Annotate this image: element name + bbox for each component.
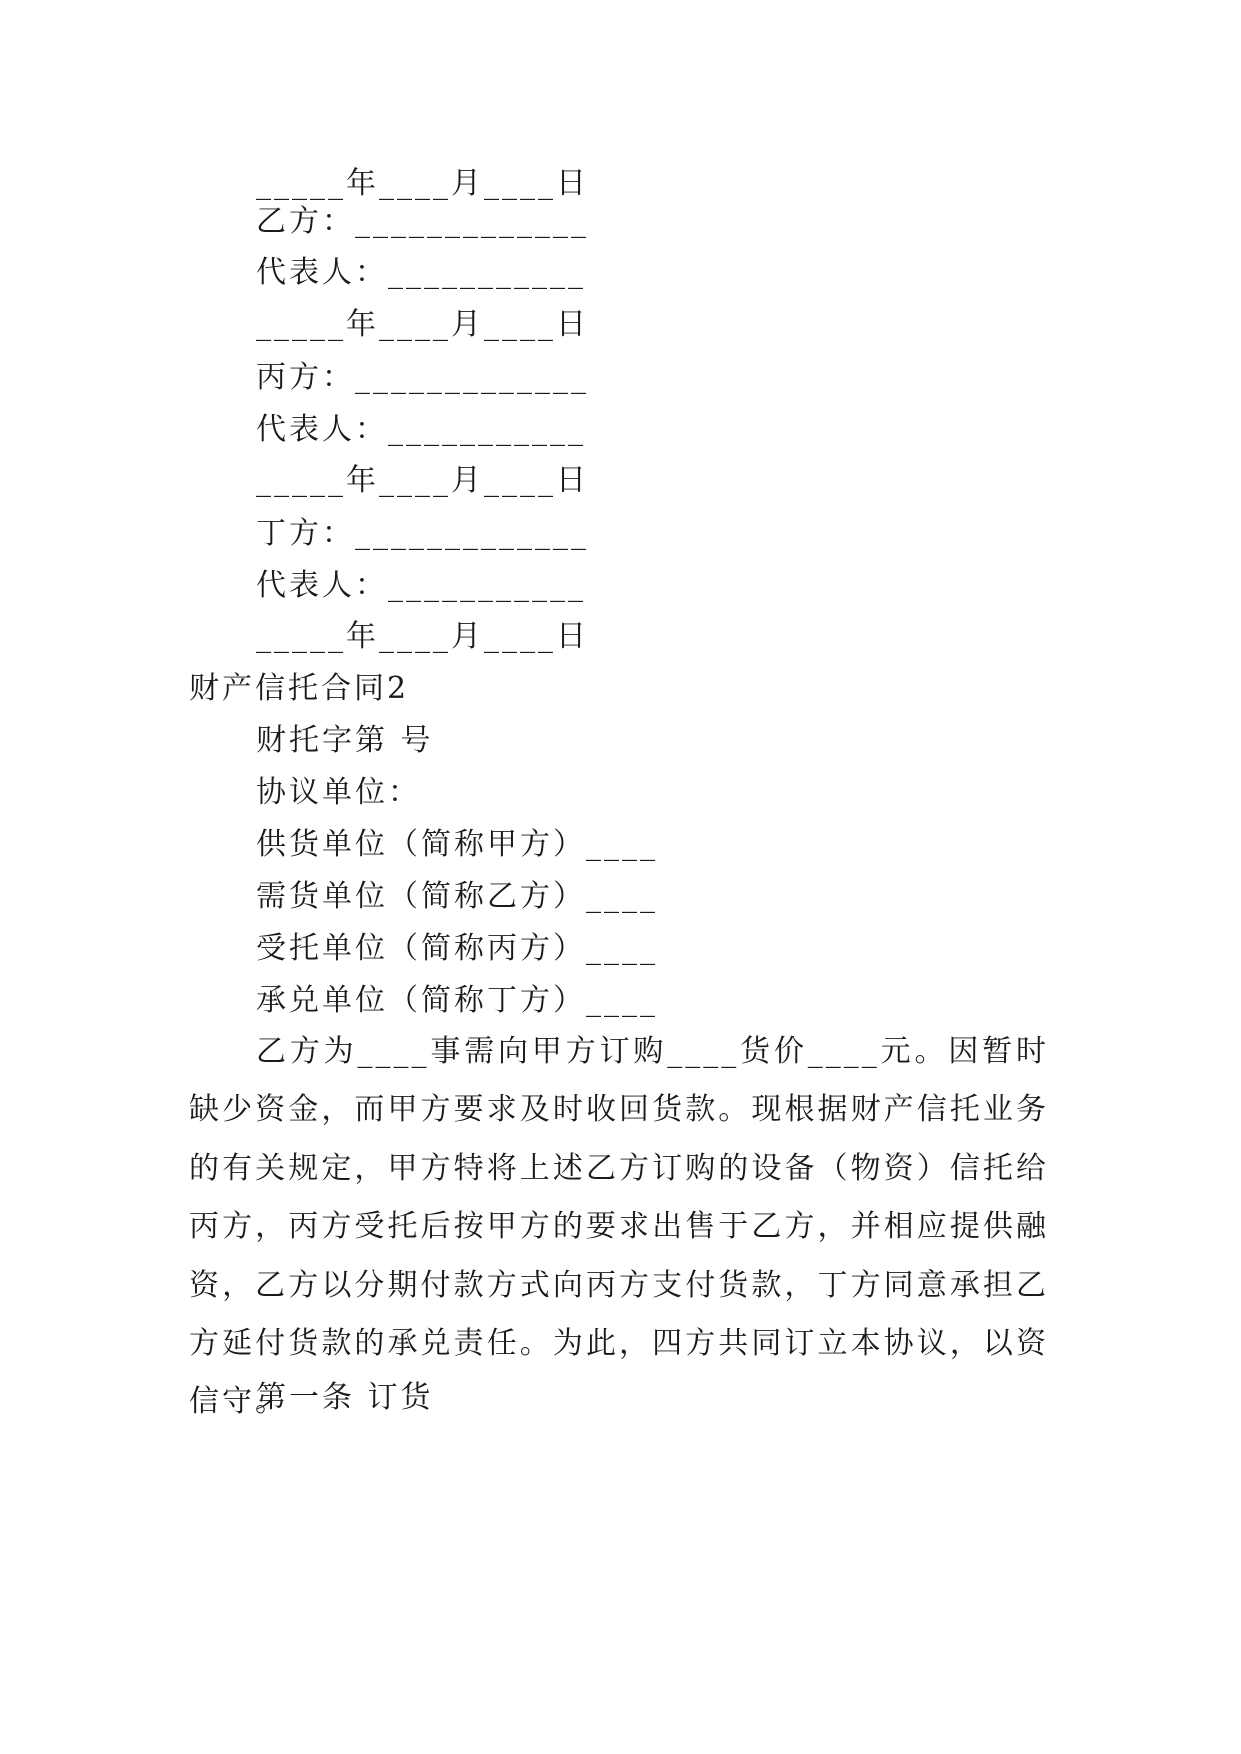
date-line-party-a: _____年____月____日 bbox=[256, 166, 589, 201]
document-number: 财托字第 号 bbox=[256, 723, 434, 758]
contract-title: 财产信托合同2 bbox=[189, 671, 410, 706]
date-line-party-d: _____年____月____日 bbox=[256, 619, 589, 654]
party-supplier: 供货单位（简称甲方）____ bbox=[256, 827, 658, 862]
party-d-line: 丁方：_____________ bbox=[256, 516, 589, 551]
party-b-representative-line: 代表人：___________ bbox=[256, 255, 586, 290]
party-d-representative-line: 代表人：___________ bbox=[256, 568, 586, 603]
party-buyer: 需货单位（简称乙方）____ bbox=[256, 879, 658, 914]
preamble-paragraph: 乙方为____事需向甲方订购____货价____元。因暂时缺少资金，而甲方要求及时收回货款。现根据财产信托业务的有关规定，甲方特将上述乙方订购的设备（物资）信托给丙方，丙方受托后按甲方的要求出售于乙方，并相应提供融资，乙方以分期付款方式向丙方支付货款，丁方同意承担乙方延付货款的承兑责任。为此，四方共同订立本协议，以资信守。 bbox=[189, 1034, 1049, 1420]
date-line-party-b: _____年____月____日 bbox=[256, 307, 589, 342]
parties-heading: 协议单位： bbox=[256, 775, 421, 810]
party-b-line: 乙方：_____________ bbox=[256, 204, 589, 239]
article-1-heading: 第一条 订货 bbox=[256, 1380, 434, 1415]
party-acceptor: 承兑单位（简称丁方）____ bbox=[256, 983, 658, 1018]
party-c-line: 丙方：_____________ bbox=[256, 360, 589, 395]
date-line-party-c: _____年____月____日 bbox=[256, 463, 589, 498]
party-trustee: 受托单位（简称丙方）____ bbox=[256, 931, 658, 966]
party-c-representative-line: 代表人：___________ bbox=[256, 412, 586, 447]
